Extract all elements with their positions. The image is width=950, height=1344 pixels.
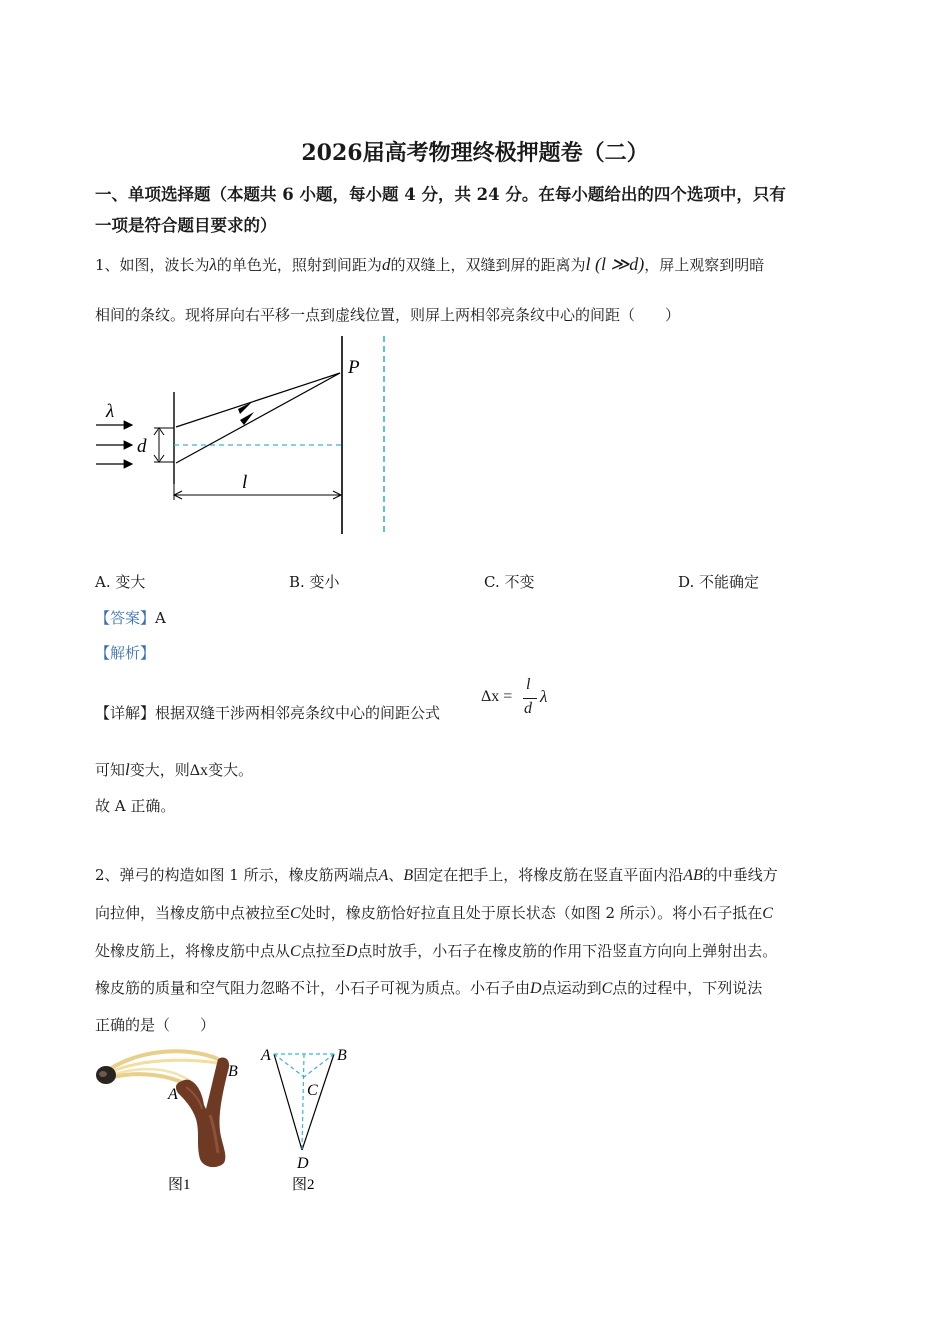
band-AD (274, 1054, 302, 1150)
q1-text: 变大，则 (129, 761, 190, 779)
q1-line1 (95, 254, 764, 275)
point-D: D (345, 943, 358, 960)
lambda-label: λ (106, 401, 115, 422)
double-slit-diagram (90, 330, 400, 540)
q1-text: 的单色光，照射到间距为 (216, 256, 382, 274)
fig2-label-C: C (307, 1082, 318, 1099)
q2-text: 点运动到 (541, 979, 602, 997)
option-b[interactable]: B. 变小 (289, 573, 340, 591)
q1-text: 1、如图，波长为 (95, 256, 210, 274)
delta-x-symbol: Δx (189, 762, 209, 779)
formula-denominator: d (524, 700, 532, 717)
q2-text: 处时，橡皮筋恰好拉直且处于原长状态（如图 2 所示）。将小石子抵在 (300, 904, 763, 922)
fig2-caption: 图2 (292, 1177, 315, 1193)
point-B: B (403, 867, 414, 884)
d-symbol: d (381, 255, 391, 274)
q2-text: 点拉至 (300, 942, 346, 960)
q2-line3 (95, 940, 777, 961)
q2-text: 固定在把手上，将橡皮筋在竖直平面内沿 (413, 866, 684, 884)
point-C: C (601, 980, 613, 997)
segment-AB: AB (683, 867, 703, 884)
q2-text: 2、弹弓的构造如图 1 所示，橡皮筋两端点 (95, 866, 379, 884)
fig1-label-B: B (228, 1063, 238, 1080)
q2-text: 的中垂线方 (702, 866, 778, 884)
q2-text: 橡皮筋的质量和空气阻力忽略不计，小石子可视为质点。小石子由 (95, 979, 531, 997)
q2-text: 点时放手，小石子在橡皮筋的作用下沿竖直方向向上弹射出去。 (357, 942, 778, 960)
ray-lower (176, 373, 340, 463)
spacing-formula (481, 676, 561, 726)
answer-tag: 【答案】 (95, 609, 156, 627)
fraction-bar (523, 698, 537, 699)
conclusion-line (95, 759, 253, 780)
point-C: C (762, 905, 773, 922)
q2-line2 (95, 902, 773, 923)
fig2-label-B: B (337, 1047, 347, 1064)
formula-lhs: Δx = (481, 688, 513, 705)
point-C: C (290, 905, 301, 922)
band-BD (302, 1054, 334, 1150)
band-BC (304, 1054, 334, 1077)
d-label: d (137, 436, 147, 457)
q1-text: 变大。 (208, 761, 254, 779)
section-heading-line2: 一项是符合题目要求的） (95, 216, 277, 235)
q2-line5: 正确的是（ ） (95, 1016, 216, 1034)
q1-text: ，屏上观察到明暗 (644, 256, 765, 274)
ray-upper (176, 373, 340, 427)
page-title: 2026届高考物理终极押题卷（二） (301, 140, 649, 166)
answer-value: A (155, 609, 166, 627)
point-C: C (290, 943, 301, 960)
band-AC (274, 1054, 304, 1077)
q2-text: 、 (388, 866, 404, 884)
q1-line2: 相间的条纹。现将屏向右平移一点到虚线位置，则屏上两相邻亮条纹中心的间距（ ） (95, 306, 681, 324)
slingshot-geometry-figure (255, 1040, 365, 1195)
fig1-caption: 图1 (168, 1177, 191, 1193)
answer-line (95, 607, 166, 628)
detail-line: 【详解】根据双缝干涉两相邻亮条纹中心的间距公式 (95, 704, 441, 722)
q2-line4 (95, 977, 762, 998)
q2-text: 点的过程中，下列说法 (612, 979, 763, 997)
section-heading-line1: 一、单项选择题（本题共 6 小题，每小题 4 分，共 24 分。在每小题给出的四个选项中，只有 (95, 185, 786, 204)
fig2-label-A: A (261, 1047, 271, 1064)
analysis-tag: 【解析】 (95, 644, 156, 662)
slingshot-handle (176, 1058, 229, 1168)
slingshot-figure (90, 1045, 250, 1195)
perpendicular-bisector (302, 1054, 304, 1150)
q1-text: 的双缝上，双缝到屏的距离为 (390, 256, 586, 274)
q2-text: 向拉伸，当橡皮筋中点被拉至 (95, 904, 291, 922)
q1-text: 可知 (95, 761, 126, 779)
option-a[interactable]: A. 变大 (95, 573, 146, 591)
option-c[interactable]: C. 不变 (484, 573, 535, 591)
final-line: 故 A 正确。 (95, 797, 176, 815)
lambda-symbol: λ (209, 255, 217, 274)
q2-line1 (95, 864, 778, 885)
condition-expression: l (l ≫d) (585, 254, 645, 274)
fig2-label-D: D (297, 1155, 309, 1172)
formula-numerator: l (526, 676, 531, 693)
l-label: l (242, 472, 248, 493)
fig1-label-A: A (168, 1086, 178, 1103)
point-A: A (378, 867, 389, 884)
point-D: D (530, 980, 542, 997)
P-label: P (348, 357, 360, 378)
q2-text: 处橡皮筋上，将橡皮筋中点从 (95, 942, 291, 960)
option-d[interactable]: D. 不能确定 (678, 573, 760, 591)
l-symbol: l (125, 760, 130, 779)
formula-lambda: λ (540, 687, 548, 706)
